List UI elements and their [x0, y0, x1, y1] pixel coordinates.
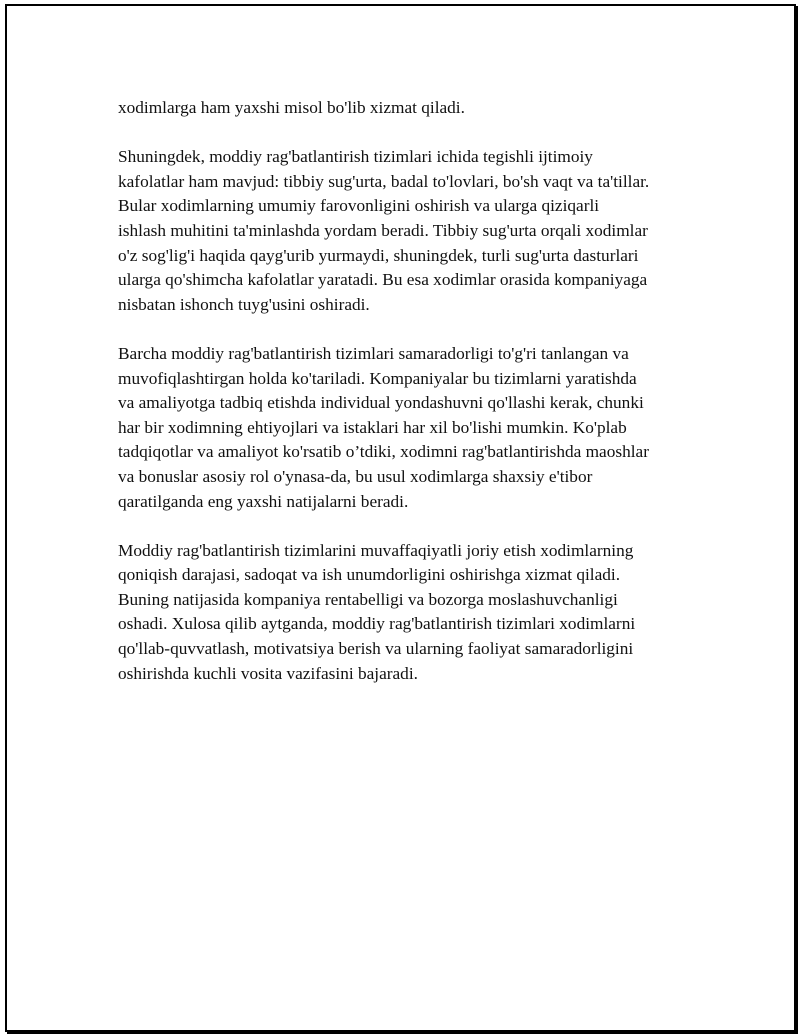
paragraph-1: xodimlarga ham yaxshi misol bo'lib xizmat qiladi.: [118, 98, 465, 117]
document-body: [118, 96, 678, 711]
document-page: [5, 4, 796, 1032]
paragraph-3: Barcha moddiy rag'batlantirish tizimlari samaradorligi to'g'ri tanlangan va muvofiqlashtirgan holda ko'tariladi. Kompaniyalar bu tizimlarni yaratishda va amaliyotga tadbiq etishda individual yondashuvni qo'llashi kerak, chunki har bir xodimning ehtiyojlari va istaklari har xil bo'lishi mumkin. Ko'plab tadqiqotlar va amaliyot ko'rsatib o’tdiki, xodimni rag'batlantirishda maoshlar va bonuslar asosiy rol o'ynasa-da, bu usul xodimlarga shaxsiy e'tibor qaratilganda eng yaxshi natijalarni beradi.: [118, 343, 649, 511]
paragraph-2: Shuningdek, moddiy rag'batlantirish tizimlari ichida tegishli ijtimoiy kafolatlar ham mavjud: tibbiy sug'urta, badal to'lovlari, bo'sh vaqt va ta'tillar. Bular xodimlarning umumiy farovonligini oshirish va ularga qiziqarli ishlash muhitini ta'minlashda yordam beradi. Tibbiy sug'urta orqali xodimlar o'z sog'lig'i haqida qayg'urib yurmaydi, shuningdek, turli sug'urta dasturlari ularga qo'shimcha kafolatlar yaratadi. Bu esa xodimlar orasida kompaniyaga nisbatan ishonch tuyg'usini oshiradi.: [118, 147, 650, 314]
paragraph-4: Moddiy rag'batlantirish tizimlarini muvaffaqiyatli joriy etish xodimlarning qoniqish darajasi, sadoqat va ish unumdorligini oshirishga xizmat qiladi. Buning natijasida kompaniya rentabelligi va bozorga moslashuvchanligi oshadi. Xulosa qilib aytganda, moddiy rag'batlantirish tizimlari xodimlarni qo'llab-quvvatlash, motivatsiya berish va ularning faoliyat samaradorligini oshirishda kuchli vosita vazifasini bajaradi.: [118, 540, 636, 683]
